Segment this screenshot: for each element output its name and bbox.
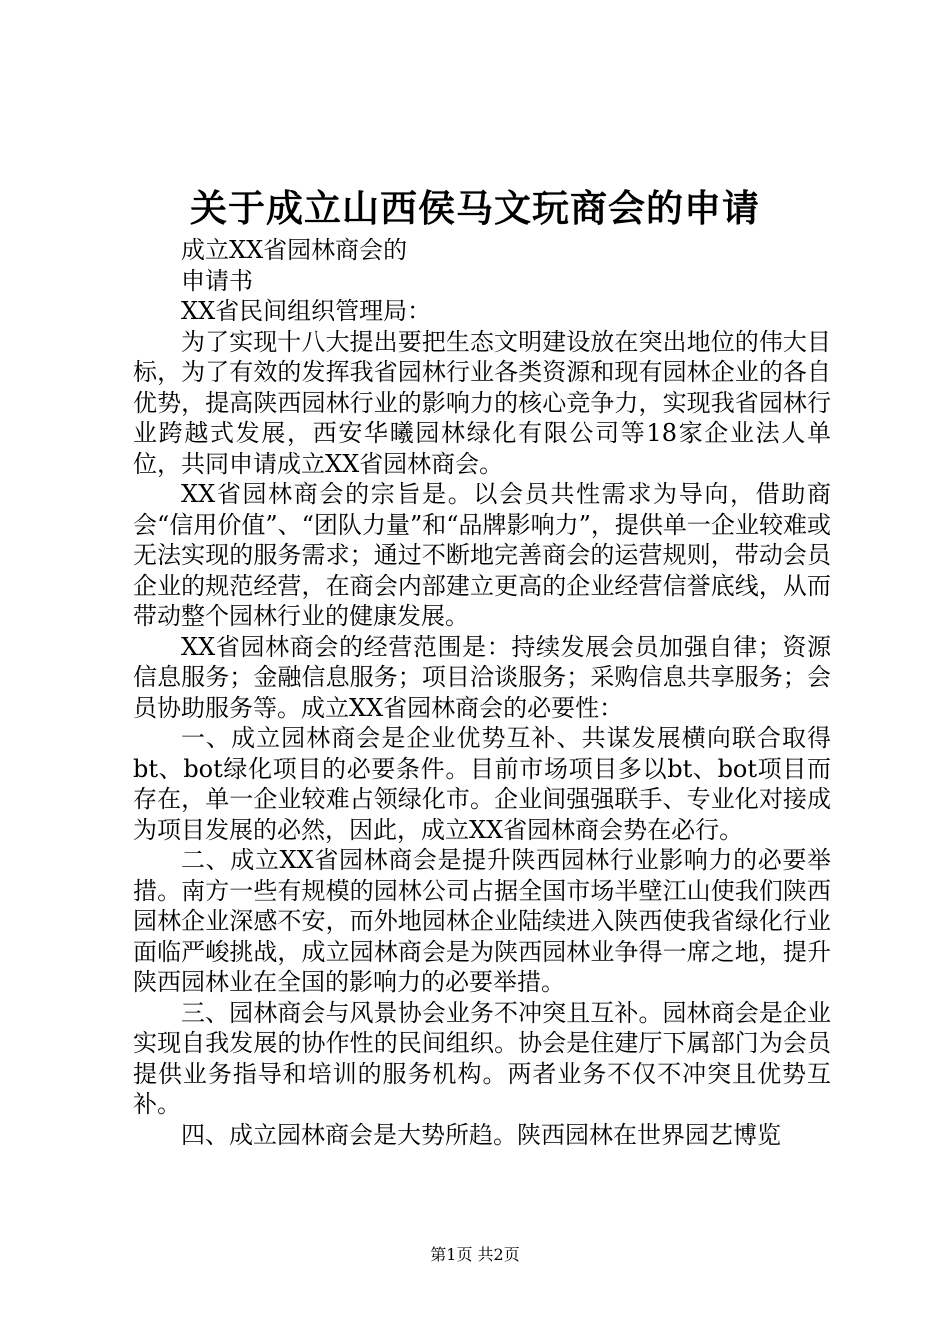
paragraph-3: XX省园林商会的经营范围是：持续发展会员加强自律；资源信息服务；金融信息服务；项目洽谈服务；采购信息共享服务；会员协助服务等。成立XX省园林商会的必要性：: [133, 632, 831, 722]
header-line-2: 申请书: [181, 266, 253, 295]
paragraph-1: 为了实现十八大提出要把生态文明建设放在突出地位的伟大目标，为了有效的发挥我省园林行业各类资源和现有园林企业的各自优势，提高陕西园林行业的影响力的核心竞争力，实现我省园林行业跨越式发展，西安华曦园林绿化有限公司等18家企业法人单位，共同申请成立XX省园林商会。: [133, 327, 831, 478]
paragraph-5: 二、成立XX省园林商会是提升陕西园林行业影响力的必要举措。南方一些有规模的园林公司占据全国市场半壁江山使我们陕西园林企业深感不安，而外地园林企业陆续进入陕西使我省绿化行业面临严峻挑战，成立园林商会是为陕西园林业争得一席之地，提升陕西园林业在全国的影响力的必要举措。: [133, 846, 831, 996]
paragraph-6: 三、园林商会与风景协会业务不冲突且互补。园林商会是企业实现自我发展的协作性的民间组织。协会是住建厅下属部门为会员提供业务指导和培训的服务机构。两者业务不仅不冲突且优势互补。: [133, 998, 831, 1118]
addressee: XX省民间组织管理局：: [181, 297, 432, 325]
page-footer: 第1页 共2页: [430, 1245, 520, 1264]
document-title: 关于成立山西侯马文玩商会的申请: [190, 186, 760, 230]
paragraph-4: 一、成立园林商会是企业优势互补、共谋发展横向联合取得bt、bot绿化项目的必要条件。目前市场项目多以bt、bot项目而存在，单一企业较难占领绿化市。企业间强强联手、专业化对接成为项目发展的必然，因此，成立XX省园林商会势在必行。: [133, 724, 831, 844]
paragraph-7: 四、成立园林商会是大势所趋。陕西园林在世界园艺博览: [181, 1120, 781, 1149]
header-line-1: 成立XX省园林商会的: [181, 236, 408, 264]
paragraph-2: XX省园林商会的宗旨是。以会员共性需求为导向，借助商会“信用价值”、“团队力量”和“品牌影响力”，提供单一企业较难或无法实现的服务需求；通过不断地完善商会的运营规则，带动会员企业的规范经营，在商会内部建立更高的企业经营信誉底线，从而带动整个园林行业的健康发展。: [133, 480, 831, 630]
document-body: [133, 235, 831, 1150]
